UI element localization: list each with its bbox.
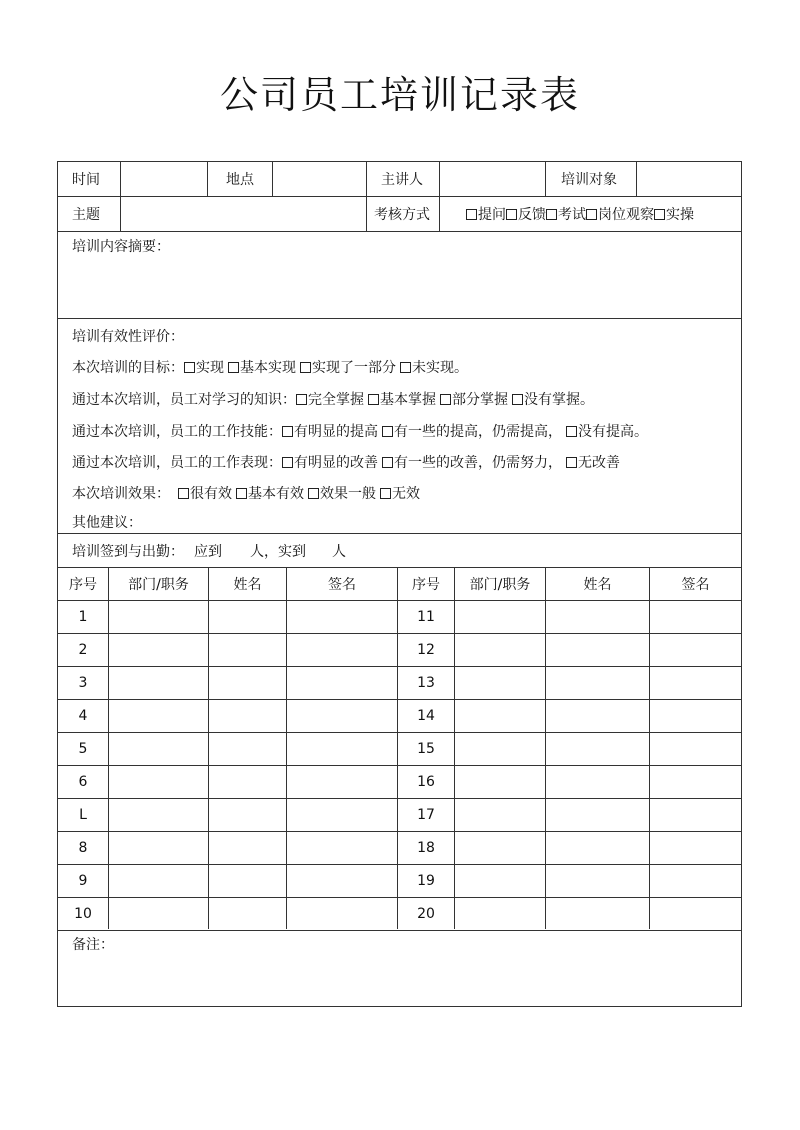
department-cell[interactable] [109, 667, 208, 699]
name-cell[interactable] [209, 898, 286, 930]
option-label: 实现 [196, 360, 224, 376]
option-label: 基本掌握 [380, 392, 436, 408]
signature-cell[interactable] [287, 700, 397, 732]
option-label: 有一些的提高，仍需提高， [394, 424, 562, 440]
evaluation-section [58, 319, 741, 534]
checkbox[interactable] [466, 209, 477, 220]
info-row-2 [58, 197, 741, 232]
attendance-label: 培训签到与出勤： [72, 543, 184, 560]
checkbox[interactable] [506, 209, 517, 220]
row-number: 6 [78, 774, 88, 790]
checkbox[interactable] [566, 457, 577, 468]
column-header: 部门/职务 [469, 577, 531, 593]
person-unit: 人 [332, 543, 346, 560]
signature-cell[interactable] [287, 799, 397, 831]
checkbox[interactable] [184, 362, 195, 373]
name-cell[interactable] [546, 766, 649, 798]
table-row [58, 700, 741, 733]
summary-label: 培训内容摘要： [72, 239, 170, 255]
department-cell[interactable] [109, 634, 208, 666]
column-header: 序号 [69, 577, 97, 593]
column-header: 签名 [681, 577, 710, 593]
effect-label: 本次培训效果： [72, 486, 170, 502]
name-cell[interactable] [546, 799, 649, 831]
row-number: 4 [78, 708, 88, 724]
option-label: 反馈 [518, 207, 546, 223]
name-cell[interactable] [546, 865, 649, 897]
name-cell[interactable] [209, 634, 286, 666]
performance-line [72, 452, 624, 472]
signature-cell[interactable] [650, 733, 741, 765]
checkbox[interactable] [566, 426, 577, 437]
table-row [58, 766, 741, 799]
row-number: 17 [417, 807, 435, 823]
option-label: 有明显的改善 [294, 455, 378, 471]
name-cell[interactable] [209, 667, 286, 699]
row-number: 16 [417, 774, 435, 790]
row-number: 11 [417, 609, 435, 625]
department-cell[interactable] [455, 832, 545, 864]
checkbox[interactable] [308, 488, 319, 499]
column-header: 序号 [412, 577, 440, 593]
table-row [58, 601, 741, 634]
info-row-1 [58, 162, 741, 197]
time-field[interactable] [121, 162, 206, 196]
signature-cell[interactable] [287, 601, 397, 633]
checkbox[interactable] [512, 394, 523, 405]
department-cell[interactable] [109, 601, 208, 633]
signature-cell[interactable] [287, 634, 397, 666]
table-header-row [58, 568, 741, 601]
column-header: 姓名 [233, 577, 262, 593]
knowledge-label: 通过本次培训，员工对学习的知识： [72, 392, 296, 408]
table-row [58, 667, 741, 700]
goal-label: 本次培训的目标： [72, 360, 184, 376]
speaker-field[interactable] [440, 162, 544, 196]
name-cell[interactable] [209, 601, 286, 633]
row-number: 5 [78, 741, 88, 757]
checkbox[interactable] [368, 394, 379, 405]
table-row [58, 733, 741, 766]
row-number: 14 [417, 708, 435, 724]
remarks-section[interactable] [58, 929, 741, 1006]
column-header: 签名 [328, 577, 356, 593]
department-cell[interactable] [109, 766, 208, 798]
department-cell[interactable] [109, 700, 208, 732]
topic-label: 主题 [72, 207, 100, 223]
option-label: 有明显的提高 [294, 424, 378, 440]
checkbox[interactable] [654, 209, 665, 220]
department-cell[interactable] [109, 799, 208, 831]
signature-cell[interactable] [287, 898, 397, 930]
row-number: 1 [78, 609, 88, 625]
name-cell[interactable] [546, 733, 649, 765]
checkbox[interactable] [546, 209, 557, 220]
option-label: 基本有效 [248, 486, 304, 502]
department-cell[interactable] [455, 700, 545, 732]
knowledge-line [72, 389, 598, 409]
checkbox[interactable] [236, 488, 247, 499]
row-number: 18 [417, 840, 435, 856]
department-cell[interactable] [455, 766, 545, 798]
department-cell[interactable] [455, 799, 545, 831]
department-cell[interactable] [455, 865, 545, 897]
signature-cell[interactable] [287, 865, 397, 897]
table-row [58, 832, 741, 865]
signature-cell[interactable] [650, 601, 741, 633]
option-label: 岗位观察 [598, 207, 654, 223]
checkbox[interactable] [382, 457, 393, 468]
checkbox[interactable] [228, 362, 239, 373]
audience-field[interactable] [637, 162, 741, 196]
checkbox[interactable] [296, 394, 307, 405]
page-title: 公司员工培训记录表 [219, 73, 580, 117]
name-cell[interactable] [209, 700, 286, 732]
remarks-label: 备注： [72, 937, 114, 953]
name-cell[interactable] [546, 667, 649, 699]
option-label: 效果一般 [320, 486, 376, 502]
table-row [58, 634, 741, 667]
person-unit: 人， [250, 543, 278, 560]
option-label: 基本实现 [240, 360, 296, 376]
option-label: 没有掌握。 [524, 392, 594, 408]
suggestions-label: 其他建议： [72, 515, 142, 531]
signature-cell[interactable] [650, 700, 741, 732]
department-cell[interactable] [455, 601, 545, 633]
speaker-label: 主讲人 [381, 172, 423, 188]
place-field[interactable] [273, 162, 365, 196]
row-number: 9 [78, 873, 88, 889]
signature-cell[interactable] [287, 733, 397, 765]
row-number: 10 [74, 906, 92, 922]
department-cell[interactable] [109, 865, 208, 897]
department-cell[interactable] [455, 733, 545, 765]
name-cell[interactable] [546, 700, 649, 732]
table-row [58, 865, 741, 898]
signature-cell[interactable] [650, 634, 741, 666]
topic-field[interactable] [121, 197, 365, 231]
row-number: 20 [417, 906, 435, 922]
option-label: 无效 [392, 486, 420, 502]
name-cell[interactable] [209, 865, 286, 897]
column-header: 姓名 [583, 577, 612, 593]
name-cell[interactable] [209, 733, 286, 765]
option-label: 无改善 [578, 455, 620, 471]
department-cell[interactable] [109, 832, 208, 864]
option-label: 部分掌握 [452, 392, 508, 408]
name-cell[interactable] [546, 601, 649, 633]
department-cell[interactable] [109, 733, 208, 765]
expected-label: 应到 [194, 543, 222, 560]
goal-line [72, 357, 472, 377]
option-label: 实现了一部分 [312, 360, 396, 376]
option-label: 完全掌握 [308, 392, 364, 408]
name-cell[interactable] [546, 898, 649, 930]
assessment-label: 考核方式 [374, 207, 430, 223]
option-label: 提问 [478, 207, 506, 223]
summary-section[interactable] [58, 232, 741, 319]
row-number: 3 [78, 675, 88, 691]
signature-cell[interactable] [650, 865, 741, 897]
performance-label: 通过本次培训，员工的工作表现： [72, 455, 282, 471]
option-label: 未实现。 [412, 360, 468, 376]
option-label: 考试 [558, 207, 586, 223]
option-label: 很有效 [190, 486, 232, 502]
department-cell[interactable] [455, 898, 545, 930]
signature-cell[interactable] [650, 799, 741, 831]
attendance-row [58, 534, 741, 568]
checkbox[interactable] [282, 457, 293, 468]
checkbox[interactable] [440, 394, 451, 405]
checkbox[interactable] [300, 362, 311, 373]
name-cell[interactable] [546, 832, 649, 864]
department-cell[interactable] [455, 667, 545, 699]
attendance-line [72, 534, 346, 567]
time-label: 时间 [72, 172, 100, 188]
signature-cell[interactable] [287, 667, 397, 699]
name-cell[interactable] [209, 832, 286, 864]
signature-cell[interactable] [650, 766, 741, 798]
training-record-form [57, 161, 742, 1007]
signin-table [58, 568, 741, 929]
column-header: 部门/职务 [128, 577, 189, 593]
option-label: 没有提高。 [578, 424, 648, 440]
signature-cell[interactable] [650, 898, 741, 930]
checkbox[interactable] [400, 362, 411, 373]
department-cell[interactable] [455, 634, 545, 666]
evaluation-heading: 培训有效性评价： [72, 329, 184, 345]
name-cell[interactable] [209, 766, 286, 798]
skills-line [72, 421, 652, 441]
checkbox[interactable] [586, 209, 597, 220]
row-number: 12 [417, 642, 435, 658]
signature-cell[interactable] [650, 667, 741, 699]
signature-cell[interactable] [287, 766, 397, 798]
effect-line [72, 483, 424, 503]
checkbox[interactable] [380, 488, 391, 499]
department-cell[interactable] [109, 898, 208, 930]
place-label: 地点 [226, 172, 254, 188]
checkbox[interactable] [282, 426, 293, 437]
name-cell[interactable] [209, 799, 286, 831]
name-cell[interactable] [546, 634, 649, 666]
checkbox[interactable] [178, 488, 189, 499]
table-row [58, 898, 741, 931]
row-number: 15 [417, 741, 435, 757]
row-number: 8 [78, 840, 88, 856]
row-number: L [79, 807, 87, 823]
row-number: 19 [417, 873, 435, 889]
actual-label: 实到 [278, 543, 306, 560]
skills-label: 通过本次培训，员工的工作技能： [72, 424, 282, 440]
table-row [58, 799, 741, 832]
option-label: 有一些的改善，仍需努力， [394, 455, 562, 471]
signature-cell[interactable] [287, 832, 397, 864]
option-label: 实操 [666, 207, 694, 223]
checkbox[interactable] [382, 426, 393, 437]
row-number: 2 [78, 642, 88, 658]
signature-cell[interactable] [650, 832, 741, 864]
audience-label: 培训对象 [561, 172, 617, 188]
assessment-options [466, 197, 694, 231]
row-number: 13 [417, 675, 435, 691]
